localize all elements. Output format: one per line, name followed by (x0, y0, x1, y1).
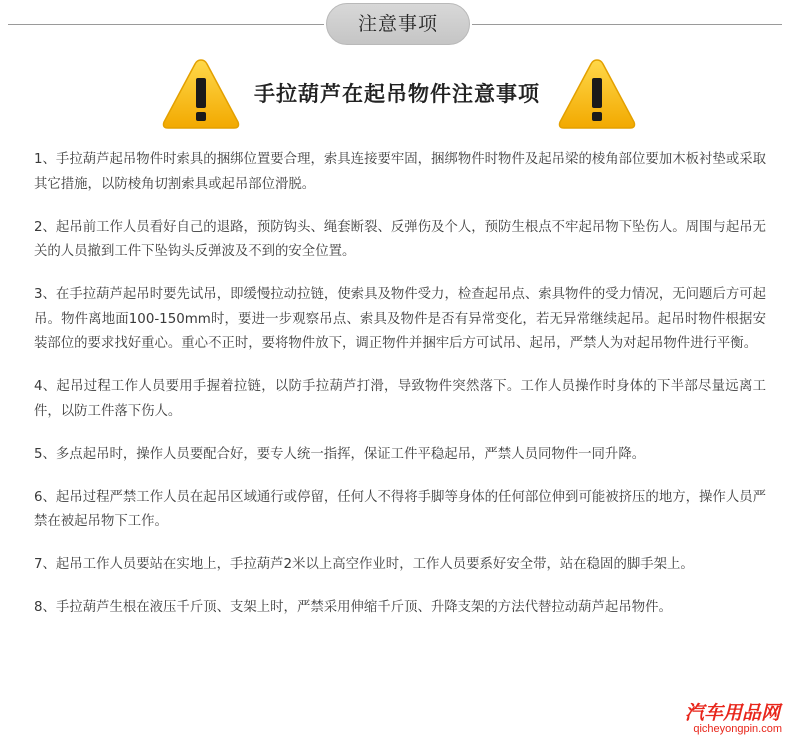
section-header (0, 0, 790, 50)
warning-icon (556, 56, 638, 132)
notice-item-8: 8、手拉葫芦生根在液压千斤顶、支架上时，严禁采用伸缩千斤顶、升降支架的方法代替拉动葫芦起吊物件。 (34, 600, 672, 615)
watermark-url: qicheyongpin.com (693, 723, 782, 735)
header-divider-left (8, 24, 324, 25)
notice-item-4: 4、起吊过程工作人员要用手握着拉链，以防手拉葫芦打滑，导致物件突然落下。工作人员操作时身体的下半部尽量远离工件，以防工件落下伤人。 (34, 379, 766, 419)
page-title: 手拉葫芦在起吊物件注意事项 (254, 82, 540, 106)
notice-item-6: 6、起吊过程严禁工作人员在起吊区域通行或停留，任何人不得将手脚等身体的任何部位伸到可能被挤压的地方，操作人员严禁在被起吊物下工作。 (34, 489, 766, 529)
warning-icon (160, 56, 242, 132)
notice-item-2: 2、起吊前工作人员看好自己的退路，预防钩头、绳套断裂、反弹伤及个人，预防生根点不牢起吊物下坠伤人。周围与起吊无关的人员撤到工件下坠钩头反弹波及不到的安全位置。 (34, 219, 766, 259)
notice-item-3: 3、在手拉葫芦起吊时要先试吊，即缓慢拉动拉链，使索具及物件受力，检查起吊点、索具物件的受力情况，无问题后方可起吊。物件离地面100-150mm时，要进一步观察吊点、索具及物件是否有异常变化，若无异常继续起吊。起吊时物件根据安装部位的要求找好重心。重心不正时，要将物件放下，调正物件并捆牢后方可试吊、起吊，严禁人为对起吊物件进行平衡。 (34, 287, 766, 351)
notice-list (34, 148, 766, 639)
watermark-text: 汽车用品网 (684, 702, 780, 724)
watermark-logo (680, 698, 786, 738)
notice-item-5: 5、多点起吊时，操作人员要配合好，要专人统一指挥，保证工件平稳起吊，严禁人员同物件一同升降。 (34, 446, 646, 462)
notice-item-7: 7、起吊工作人员要站在实地上，手拉葫芦2米以上高空作业时，工作人员要系好安全带，站在稳固的脚手架上。 (34, 557, 694, 572)
page-heading-row (0, 56, 790, 138)
header-divider-right (472, 24, 782, 25)
section-title-pill: 注意事项 (326, 3, 470, 45)
notice-item-1: 1、手拉葫芦起吊物件时索具的捆绑位置要合理，索具连接要牢固，捆绑物件时物件及起吊梁的棱角部位要加木板衬垫或采取其它措施，以防棱角切割索具或起吊部位滑脱。 (34, 152, 766, 192)
